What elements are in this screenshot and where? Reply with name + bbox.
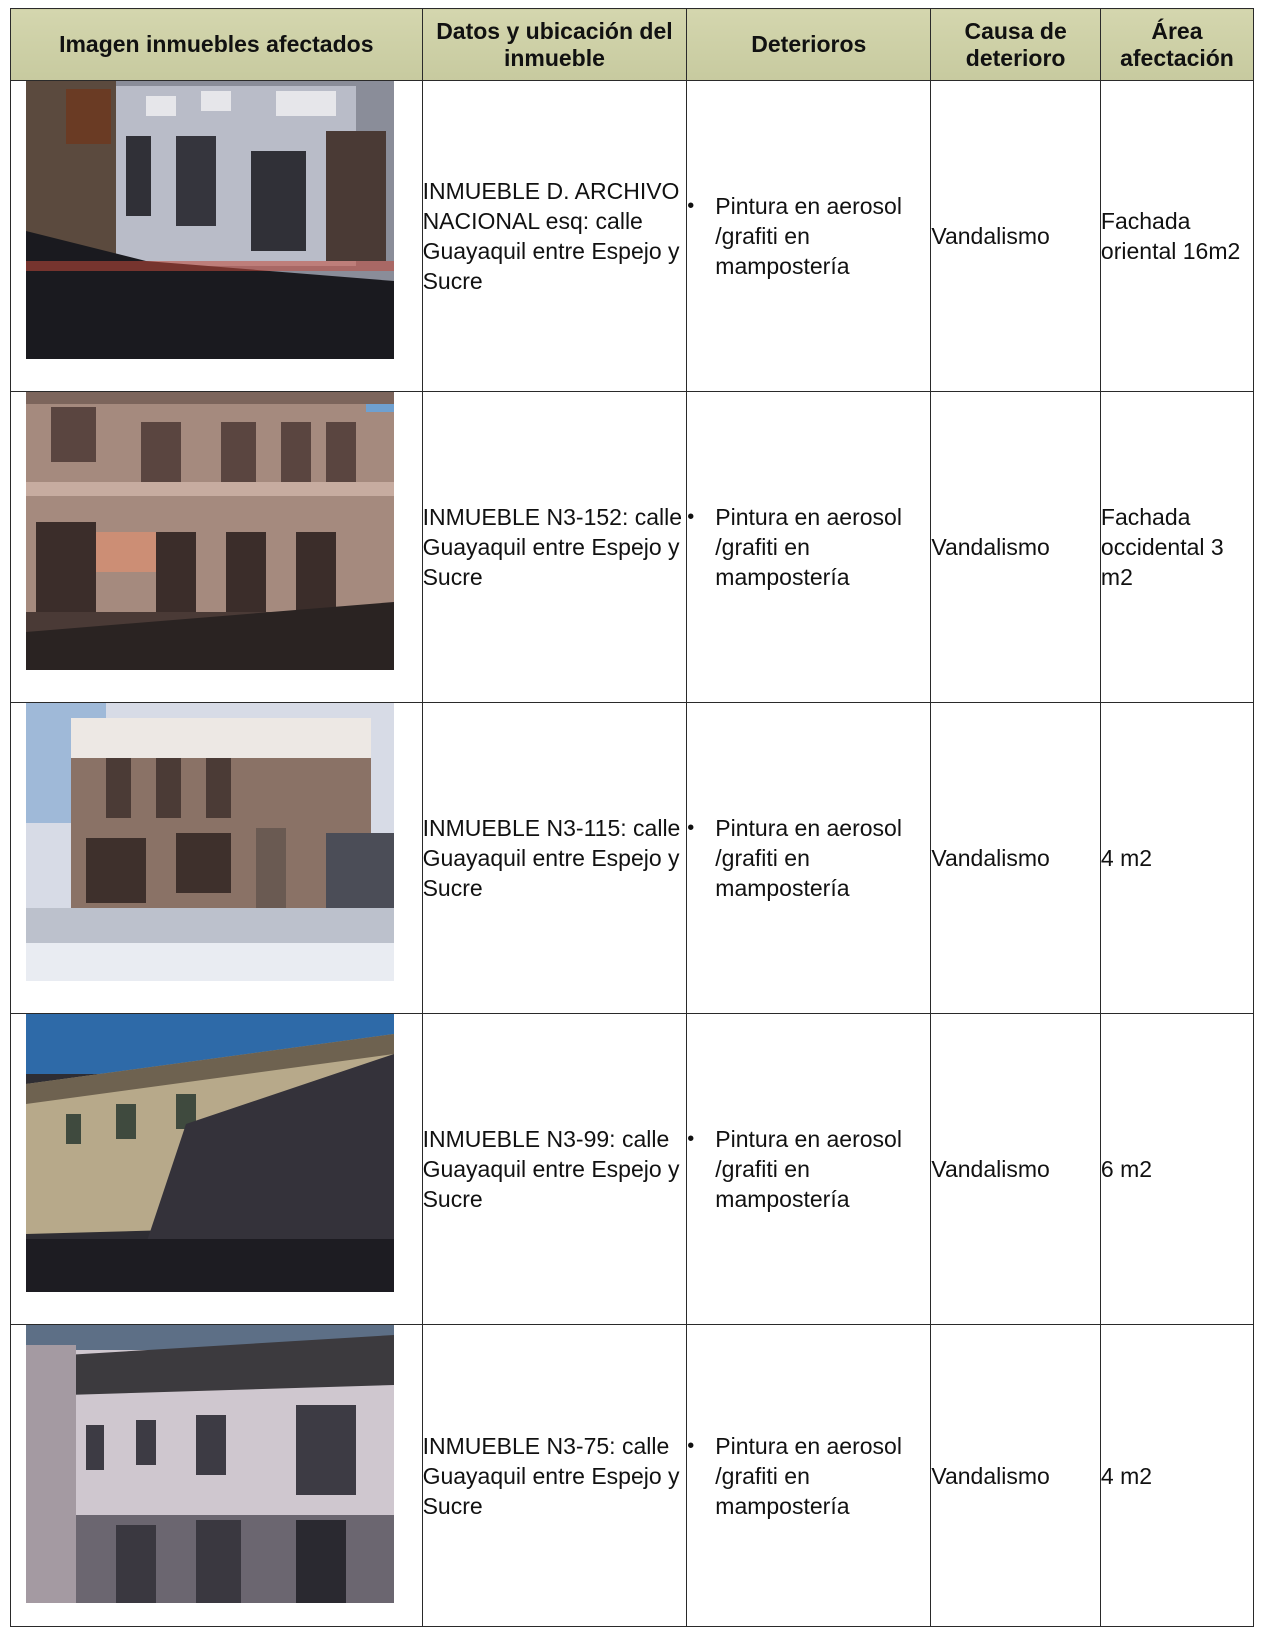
table-row [11,392,1254,703]
deterioro-text: Pintura en aerosol /grafiti en mampostería [715,815,902,901]
deterioro-text: Pintura en aerosol /grafiti en mampostería [715,1126,902,1212]
area-cell: 4 m2 [1100,703,1253,1014]
datos-cell: INMUEBLE N3-75: calle Guayaquil entre Espejo y Sucre [422,1325,687,1627]
bullet-icon: • [687,817,695,839]
datos-cell: INMUEBLE N3-152: calle Guayaquil entre Espejo y Sucre [422,392,687,703]
building-photo [26,1014,394,1292]
image-cell [11,392,423,703]
building-photo [26,392,394,670]
area-cell: 6 m2 [1100,1014,1253,1325]
causa-cell: Vandalismo [931,81,1101,392]
image-cell [11,1014,423,1325]
bullet-icon: • [687,1128,695,1150]
bullet-icon: • [687,1434,695,1457]
header-causa: Causa de deterioro [931,9,1101,81]
table-row [11,703,1254,1014]
datos-cell: INMUEBLE D. ARCHIVO NACIONAL esq: calle Guayaquil entre Espejo y Sucre [422,81,687,392]
area-cell: 4 m2 [1100,1325,1253,1627]
building-photo [26,1325,394,1603]
header-datos: Datos y ubicación del inmueble [422,9,687,81]
building-photo [26,703,394,981]
causa-cell: Vandalismo [931,1325,1101,1627]
deterioro-cell [687,1325,931,1627]
deterioro-cell [687,1014,931,1325]
deterioro-text: Pintura en aerosol /grafiti en mampostería [715,193,902,279]
header-area: Área afectación [1100,9,1253,81]
image-cell [11,81,423,392]
datos-cell: INMUEBLE N3-99: calle Guayaquil entre Espejo y Sucre [422,1014,687,1325]
deterioro-cell [687,703,931,1014]
deterioro-text: Pintura en aerosol /grafiti en mampostería [715,1432,902,1519]
bullet-icon: • [687,506,695,528]
table-row [11,1325,1254,1627]
table-row [11,1014,1254,1325]
causa-cell: Vandalismo [931,1014,1101,1325]
deterioro-cell [687,81,931,392]
header-imagen: Imagen inmuebles afectados [11,9,423,81]
bullet-icon: • [687,195,695,217]
affected-buildings-table [10,8,1254,1627]
header-row [11,9,1254,81]
building-photo [26,81,394,359]
image-cell [11,1325,423,1627]
causa-cell: Vandalismo [931,392,1101,703]
datos-cell: INMUEBLE N3-115: calle Guayaquil entre Espejo y Sucre [422,703,687,1014]
area-cell: Fachada oriental 16m2 [1100,81,1253,392]
table-row [11,81,1254,392]
header-deterioros: Deterioros [687,9,931,81]
causa-cell: Vandalismo [931,703,1101,1014]
image-cell [11,703,423,1014]
deterioro-cell [687,392,931,703]
area-cell: Fachada occidental 3 m2 [1100,392,1253,703]
deterioro-text: Pintura en aerosol /grafiti en mampostería [715,504,902,590]
